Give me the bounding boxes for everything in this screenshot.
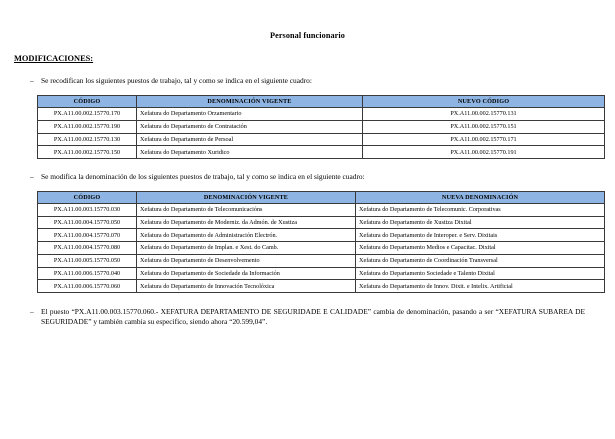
final-note-text: El puesto “PX.A11.00.003.15770.060.- XEFATURA DEPARTAMENTO DE SEGURIDADE E CALIDADE” cambia de denominación, pasando a ser “XEFATURA SUBAREA DE SEGURIDADE” y también cambia su especifico, siendo ahora “20.599,04”. <box>41 306 585 326</box>
column-header-denominacion-vigente: DENOMINACIÓN VIGENTE <box>137 95 363 107</box>
cell-nuevo-codigo: PX.A11.00.002.15770.151 <box>363 120 605 133</box>
cell-codigo: PX.A11.00.004.15770.050 <box>38 216 137 229</box>
intro-paragraph-1-text: Se recodifican los siguientes puestos de trabajo, tal y como se indica en el siguiente cuadro: <box>41 76 312 85</box>
table-row <box>38 216 605 229</box>
table-row <box>38 254 605 267</box>
cell-codigo: PX.A11.00.004.15770.080 <box>38 242 137 255</box>
cell-codigo: PX.A11.00.004.15770.070 <box>38 229 137 242</box>
bullet-dash-icon: – <box>30 76 34 85</box>
table-header-row <box>38 191 605 203</box>
cell-nueva-denominacion: Xefatura do Departamento de Innov. Dixit. e Intelix. Artificial <box>356 280 605 293</box>
cell-nuevo-codigo: PX.A11.00.002.15770.131 <box>363 108 605 121</box>
cell-denominacion-vigente: Xefatura do Departamento de Administración Electrón. <box>137 229 356 242</box>
cell-denominacion-vigente: Xefatura do Departamento de Telecomunicacións <box>137 204 356 217</box>
table-row <box>38 146 605 159</box>
cell-denominacion: Xefatura do Departamento de Persoal <box>137 133 363 146</box>
cell-nueva-denominacion: Xefatura do Departamento Sociedade e Talento Dixital <box>356 267 605 280</box>
cell-codigo: PX.A11.00.002.15770.150 <box>38 146 137 159</box>
intro-paragraph-2-text: Se modifica la denominación de los siguientes puestos de trabajo, tal y como se indica en el siguiente cuadro: <box>41 171 365 181</box>
table-row <box>38 229 605 242</box>
table-row <box>38 204 605 217</box>
cell-denominacion: Xefatura do Departamento Orzamentario <box>137 108 363 121</box>
column-header-codigo: CÓDIGO <box>38 191 137 203</box>
column-header-denominacion-vigente: DENOMINACIÓN VIGENTE <box>137 191 356 203</box>
denomination-change-table <box>37 191 605 293</box>
column-header-nueva-denominacion: NUEVA DENOMINACIÓN <box>356 191 605 203</box>
table-header-row <box>38 95 605 107</box>
cell-denominacion: Xefatura do Departamento Xuridico <box>137 146 363 159</box>
cell-nueva-denominacion: Xefatura do Departamento de Xustiza Dixital <box>356 216 605 229</box>
cell-codigo: PX.A11.00.002.15770.170 <box>38 108 137 121</box>
cell-denominacion-vigente: Xefatura do Departamento de Implan. e Xest. do Camb. <box>137 242 356 255</box>
cell-denominacion-vigente: Xefatura do Departamento de Sociedade da Información <box>137 267 356 280</box>
final-note-paragraph <box>0 307 615 327</box>
page-title: Personal funcionario <box>269 31 345 40</box>
bullet-dash-icon: – <box>30 306 34 316</box>
cell-nuevo-codigo: PX.A11.00.002.15770.171 <box>363 133 605 146</box>
cell-codigo: PX.A11.00.006.15770.060 <box>38 280 137 293</box>
cell-nueva-denominacion: Xefatura do Departamento de Coordinación Transversal <box>356 254 605 267</box>
cell-nueva-denominacion: Xefatura do Departamento de Interoper. e Serv. Dixitais <box>356 229 605 242</box>
intro-paragraph-1 <box>0 76 615 86</box>
column-header-nuevo-codigo: NUEVO CÓDIGO <box>363 95 605 107</box>
table-row <box>38 242 605 255</box>
intro-paragraph-2 <box>0 172 615 182</box>
table-row <box>38 280 605 293</box>
cell-codigo: PX.A11.00.006.15770.040 <box>38 267 137 280</box>
cell-codigo: PX.A11.00.003.15770.030 <box>38 204 137 217</box>
cell-denominacion-vigente: Xefatura do Departamento de Moderniz. da Admón. de Xustiza <box>137 216 356 229</box>
table-row <box>38 267 605 280</box>
cell-denominacion: Xefatura do Departamento de Contratación <box>137 120 363 133</box>
cell-codigo: PX.A11.00.005.15770.050 <box>38 254 137 267</box>
cell-denominacion-vigente: Xefatura do Departamento de Desenvolvemento <box>137 254 356 267</box>
recodification-table <box>37 95 605 159</box>
cell-nuevo-codigo: PX.A11.00.002.15770.191 <box>363 146 605 159</box>
table-row <box>38 120 605 133</box>
cell-nueva-denominacion: Xefatura do Departamento Medios e Capacitac. Dixital <box>356 242 605 255</box>
cell-nueva-denominacion: Xefatura do Departamento de Telecomunic. Corporativas <box>356 204 605 217</box>
cell-codigo: PX.A11.00.002.15770.190 <box>38 120 137 133</box>
cell-denominacion-vigente: Xefatura do Departamento de Innovación Tecnolóxica <box>137 280 356 293</box>
cell-codigo: PX.A11.00.002.15770.130 <box>38 133 137 146</box>
table-row <box>38 108 605 121</box>
bullet-dash-icon: – <box>30 171 34 181</box>
column-header-codigo: CÓDIGO <box>38 95 137 107</box>
section-heading-modificaciones: MODIFICACIONES: <box>14 54 94 63</box>
table-row <box>38 133 605 146</box>
